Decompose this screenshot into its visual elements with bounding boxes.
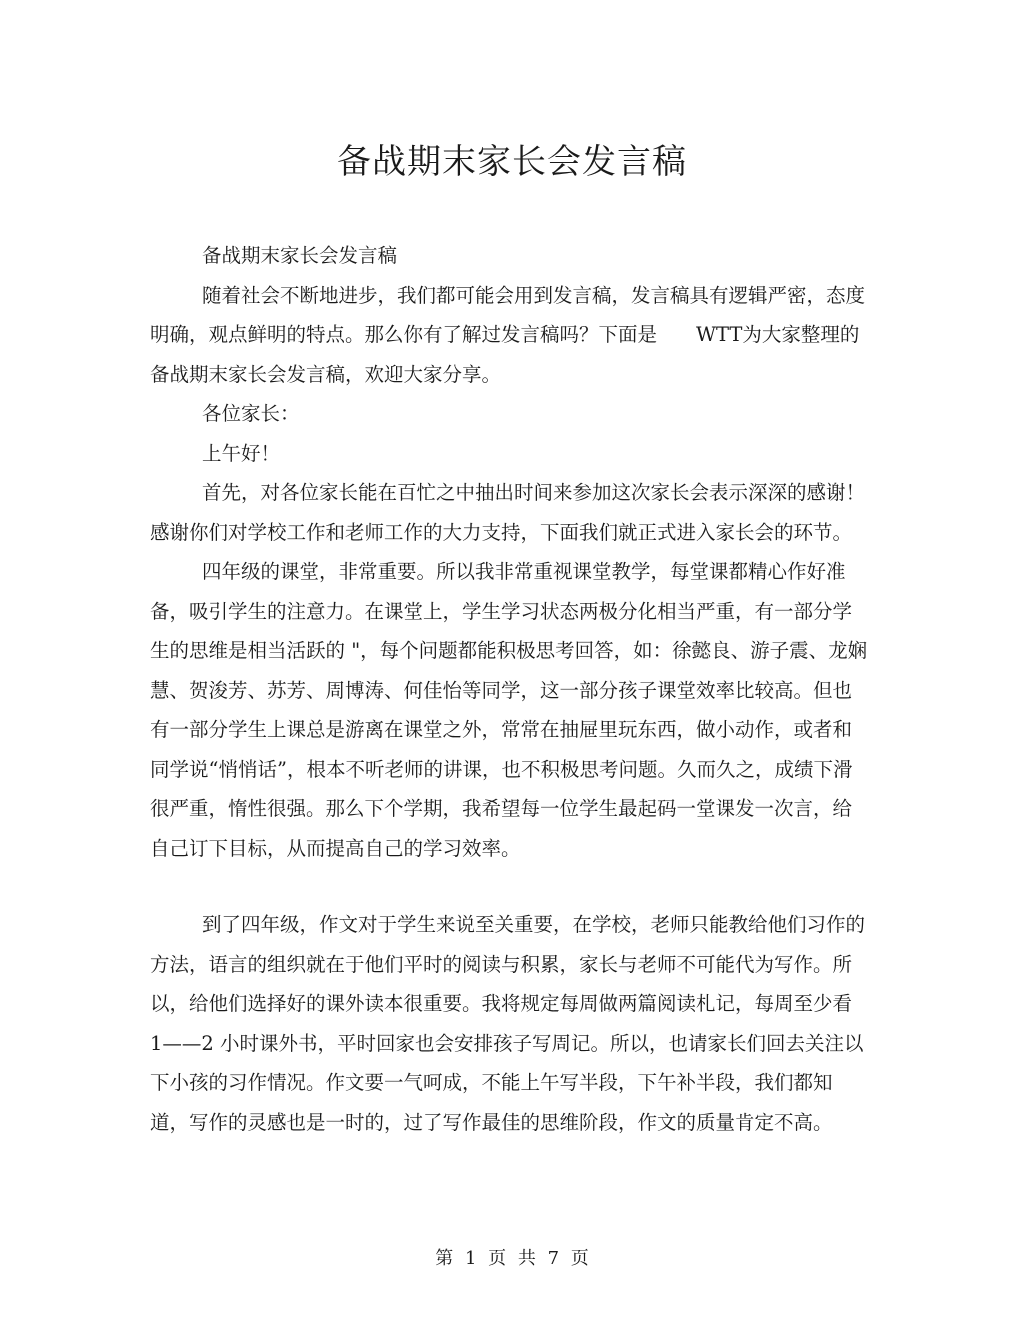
document-body [150, 236, 870, 1142]
document-title: 备战期末家长会发言稿 [337, 142, 687, 182]
paragraph-thanks: 首先，对各位家长能在百忙之中抽出时间来参加这次家长会表示深深的感谢！感谢你们对学校工作和老师工作的大力支持，下面我们就正式进入家长会的环节。 [150, 481, 866, 544]
paragraph-intro: 随着社会不断地进步，我们都可能会用到发言稿，发言稿具有逻辑严密，态度明确，观点鲜明的特点。那么你有了解过发言稿吗？下面是 WTT为大家整理的备战期末家长会发言稿，欢迎大家分享。 [150, 283, 866, 386]
page-number-footer: 第 1 页 共 7 页 [435, 1248, 589, 1269]
paragraph-salutation: 各位家长： [202, 402, 300, 425]
paragraph-greeting: 上午好！ [202, 441, 281, 465]
paragraph-writing: 到了四年级，作文对于学生来说至关重要，在学校，老师只能教给他们习作的方法，语言的组织就在于他们平时的阅读与积累，家长与老师不可能代为写作。所以，给他们选择好的课外读本很重要。我将规定每周做两篇阅读札记，每周至少看 1——2 小时课外书，平时回家也会安排孩子写周记。所以，也请家长们回去关注以下小孩的习作情况。作文要一气呵成，不能上午写半段，下午补半段，我们都知道，写作的灵感也是一时的，过了写作最佳的思维阶段，作文的质量肯定不高。 [150, 913, 866, 1134]
paragraph-classroom: 四年级的课堂，非常重要。所以我非常重视课堂教学，每堂课都精心作好准备，吸引学生的注意力。在课堂上，学生学习状态两极分化相当严重，有一部分学生的思维是相当活跃的 "，每个问题都能积极思考回答，如：徐懿良、游子震、龙娴慧、贺浚芳、苏芳、周博涛、何佳怡等同学，这一部分孩子课堂效率比较高。但也有一部分学生上课总是游离在课堂之外，常常在抽屉里玩东西，做小动作，或者和同学说“悄悄话”，根本不听老师的讲课，也不积极思考问题。久而久之，成绩下滑很严重，惰性很强。那么下个学期，我希望每一位学生最起码一堂课发一次言，给自己订下目标，从而提高自己的学习效率。 [150, 560, 868, 860]
paragraph-subtitle: 备战期末家长会发言稿 [202, 244, 398, 267]
